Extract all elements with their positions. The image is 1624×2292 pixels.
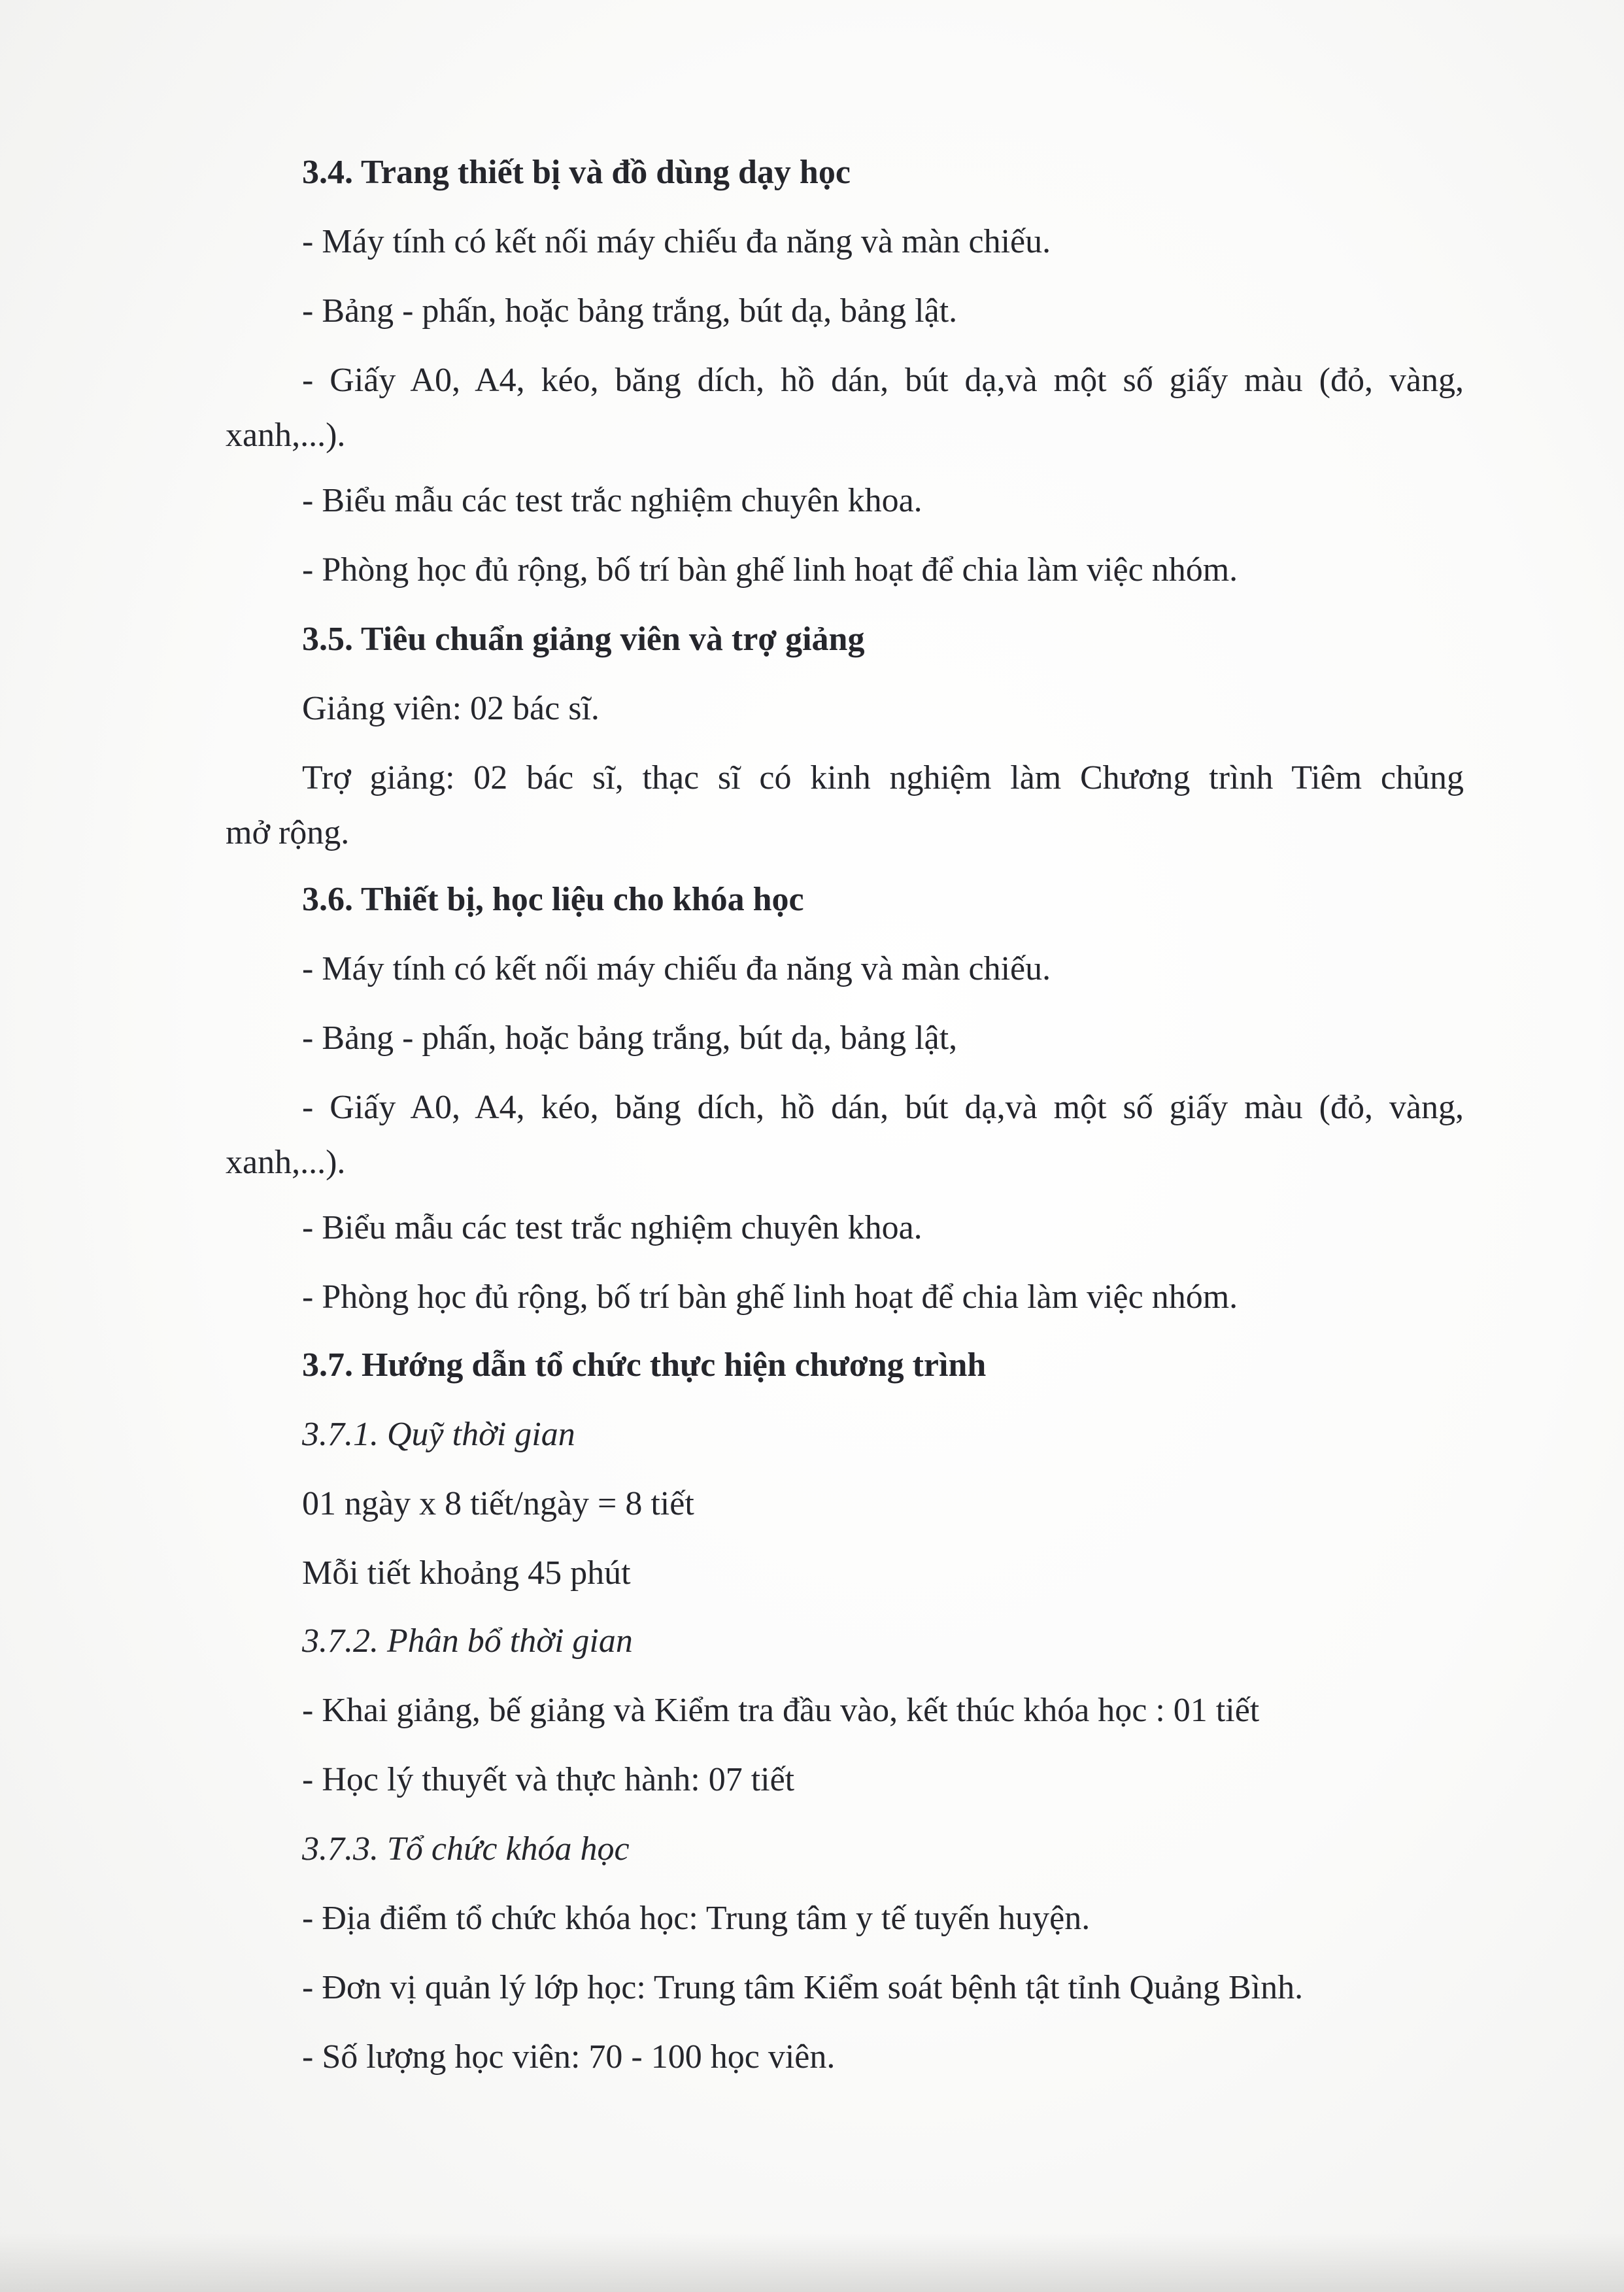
list-item: - Bảng - phấn, hoặc bảng trắng, bút dạ, bảng lật, <box>302 1019 958 1057</box>
heading-3-6: 3.6. Thiết bị, học liệu cho khóa học <box>302 881 804 918</box>
heading-3-7: 3.7. Hướng dẫn tổ chức thực hiện chương trình <box>302 1346 987 1384</box>
list-item: - Học lý thuyết và thực hành: 07 tiết <box>302 1761 795 1798</box>
list-item-continuation: xanh,...). <box>226 417 346 454</box>
subheading-3-7-2: 3.7.2. Phân bổ thời gian <box>302 1622 633 1660</box>
scan-edge-shadow <box>0 2233 1624 2292</box>
list-item: - Phòng học đủ rộng, bố trí bàn ghế linh hoạt để chia làm việc nhóm. <box>302 1278 1238 1316</box>
heading-3-5: 3.5. Tiêu chuẩn giảng viên và trợ giảng <box>302 621 865 658</box>
list-item: - Giấy A0, A4, kéo, băng dích, hồ dán, bút dạ,và một số giấy màu (đỏ, vàng, <box>302 362 1464 399</box>
list-item: - Máy tính có kết nối máy chiếu đa năng và màn chiếu. <box>302 223 1051 260</box>
list-item: - Máy tính có kết nối máy chiếu đa năng và màn chiếu. <box>302 950 1051 987</box>
lecturer-line: Giảng viên: 02 bác sĩ. <box>302 690 600 727</box>
list-item: - Khai giảng, bế giảng và Kiểm tra đầu vào, kết thúc khóa học : 01 tiết <box>302 1692 1260 1729</box>
text-line: Mỗi tiết khoảng 45 phút <box>302 1554 631 1592</box>
list-item: - Địa điểm tổ chức khóa học: Trung tâm y tế tuyến huyện. <box>302 1900 1091 1937</box>
subheading-3-7-1: 3.7.1. Quỹ thời gian <box>302 1416 575 1453</box>
assistant-line-continuation: mở rộng. <box>226 814 350 851</box>
list-item: - Phòng học đủ rộng, bố trí bàn ghế linh hoạt để chia làm việc nhóm. <box>302 551 1238 589</box>
list-item: - Biểu mẫu các test trắc nghiệm chuyên khoa. <box>302 482 922 519</box>
list-item: - Đơn vị quản lý lớp học: Trung tâm Kiểm soát bệnh tật tỉnh Quảng Bình. <box>302 1969 1304 2006</box>
list-item: - Bảng - phấn, hoặc bảng trắng, bút dạ, bảng lật. <box>302 292 958 330</box>
list-item: - Biểu mẫu các test trắc nghiệm chuyên khoa. <box>302 1209 922 1246</box>
list-item: - Số lượng học viên: 70 - 100 học viên. <box>302 2038 836 2076</box>
subheading-3-7-3: 3.7.3. Tổ chức khóa học <box>302 1830 630 1868</box>
heading-3-4: 3.4. Trang thiết bị và đồ dùng dạy học <box>302 154 851 191</box>
assistant-line: Trợ giảng: 02 bác sĩ, thạc sĩ có kinh nghiệm làm Chương trình Tiêm chủng <box>302 759 1464 796</box>
list-item-continuation: xanh,...). <box>226 1144 346 1181</box>
text-line: 01 ngày x 8 tiết/ngày = 8 tiết <box>302 1485 694 1522</box>
list-item: - Giấy A0, A4, kéo, băng dích, hồ dán, bút dạ,và một số giấy màu (đỏ, vàng, <box>302 1089 1464 1126</box>
